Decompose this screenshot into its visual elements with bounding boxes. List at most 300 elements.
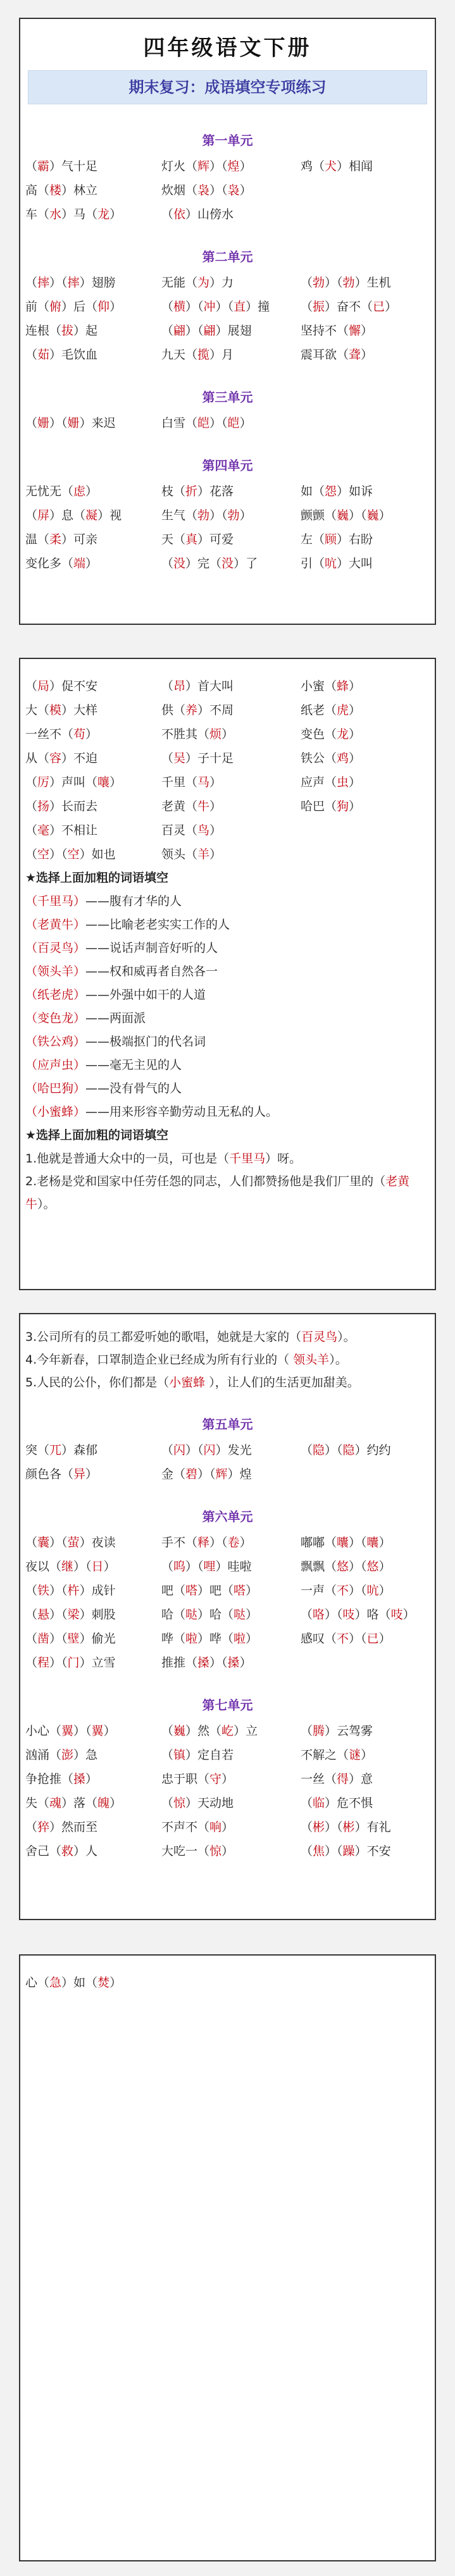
- answer-char: 依: [173, 207, 186, 221]
- idiom-line: [25, 1579, 430, 1603]
- answer-char: 仰: [97, 300, 110, 314]
- idiom-text: ）危不惧: [325, 1796, 373, 1810]
- idiom-item: [301, 503, 391, 527]
- answer-char: 猝: [37, 1820, 50, 1834]
- idiom-item: [161, 1791, 234, 1815]
- idiom-text: ）: [221, 1844, 234, 1858]
- idiom-item: [161, 343, 234, 367]
- answer-char: 腾: [313, 1724, 325, 1738]
- idiom-rows: [25, 411, 430, 435]
- definition-list: [25, 890, 430, 1124]
- answer-char: 模: [49, 703, 62, 717]
- answer-char: 碧: [185, 1467, 198, 1481]
- answer-char: 揽: [197, 348, 210, 362]
- idiom-text: （: [25, 508, 38, 522]
- answer-char: 吱: [390, 1608, 403, 1622]
- answer-char: 凝: [85, 508, 98, 522]
- idiom-line: [25, 178, 430, 202]
- answer-char: 呜: [173, 1560, 186, 1574]
- answer-char: 怨: [325, 484, 337, 498]
- idiom-text: 嘟嘟（: [301, 1536, 337, 1550]
- answer-char: 羊: [197, 847, 210, 861]
- idiom-text: ）可爱: [197, 533, 234, 546]
- idiom-text: 争抢推（: [25, 1772, 74, 1786]
- answer-char: 没: [173, 557, 186, 570]
- idiom-text: ）: [85, 557, 98, 570]
- idiom-text: 变色（: [301, 727, 337, 741]
- idiom-text: ）发光: [215, 1443, 252, 1457]
- idiom-line: [25, 1627, 430, 1651]
- idiom-line: [25, 1791, 430, 1815]
- answer-char: 茹: [37, 348, 50, 362]
- idiom-text: ）约约: [354, 1443, 391, 1457]
- idiom-text: ）: [349, 703, 361, 717]
- idiom-text: ）: [109, 300, 122, 314]
- idiom-text: 坚持不（: [301, 324, 349, 338]
- definition-text: ——外强中如干的人道: [85, 988, 206, 1002]
- idiom-text: ）: [378, 1584, 391, 1598]
- idiom-text: ）（: [209, 1536, 228, 1550]
- idiom-text: （: [161, 207, 174, 221]
- idiom-item: [301, 271, 391, 295]
- idiom-line: [25, 1438, 430, 1462]
- definition-word: （千里马）: [25, 894, 86, 908]
- idiom-text: （: [25, 1608, 38, 1622]
- definition-word: （纸老虎）: [25, 988, 86, 1002]
- answer-char: 袅: [197, 183, 210, 197]
- unit-heading-2: 第二单元: [202, 249, 253, 264]
- idiom-text: ）右盼: [337, 533, 373, 546]
- idiom-text: （: [161, 1443, 174, 1457]
- answer-char: 懈: [349, 324, 361, 338]
- answer-char: 吭: [366, 1584, 379, 1598]
- answer-char: 壁: [67, 1632, 80, 1646]
- answer-char: 翼: [91, 1724, 104, 1738]
- idiom-item: [25, 1767, 97, 1791]
- idiom-text: ）（: [349, 1560, 367, 1574]
- idiom-text: ）哗（: [197, 1632, 234, 1646]
- answer-char: 魂: [49, 1796, 62, 1810]
- idiom-line: [25, 1531, 430, 1555]
- idiom-line: [25, 746, 430, 770]
- idiom-text: ）: [221, 727, 234, 741]
- idiom-text: ）: [361, 348, 373, 362]
- idiom-item: [301, 295, 397, 319]
- answer-char: 鸟: [197, 823, 210, 837]
- answer-char: 澎: [61, 1748, 74, 1762]
- unit-heading-7: 第七单元: [202, 1698, 253, 1713]
- idiom-text: ）: [361, 324, 373, 338]
- idiom-item: [25, 722, 97, 746]
- idiom-item: [25, 1651, 116, 1675]
- idiom-text: ）生机: [354, 276, 391, 290]
- idiom-text: 生气（: [161, 508, 198, 522]
- idiom-text: ）夜读: [79, 1536, 116, 1550]
- idiom-item: [301, 674, 361, 698]
- idiom-text: 感叹（: [301, 1632, 337, 1646]
- idiom-text: ）: [378, 1536, 391, 1550]
- answer-char: 魄: [97, 1796, 110, 1810]
- idiom-text: 无能（: [161, 276, 198, 290]
- answer-char: 隐: [313, 1443, 325, 1457]
- idiom-item: [25, 1555, 116, 1579]
- definition-item: [25, 1077, 430, 1100]
- idiom-line: [25, 698, 430, 722]
- answer-char: 苟: [73, 727, 86, 741]
- idiom-item: [161, 1839, 234, 1863]
- idiom-text: 天（: [161, 533, 186, 546]
- answer-char: 摔: [67, 276, 80, 290]
- idiom-item: [25, 1839, 97, 1863]
- answer-char: 焚: [97, 1976, 110, 1990]
- idiom-text: ）: [402, 1608, 415, 1622]
- idiom-text: 应声（: [301, 775, 337, 789]
- idiom-line: [25, 479, 430, 503]
- answer-char: 为: [197, 276, 210, 290]
- idiom-text: ）后（: [61, 300, 98, 314]
- idiom-text: ）气十足: [49, 159, 98, 173]
- answer-char: 顾: [325, 533, 337, 546]
- idiom-text: ）相闻: [337, 159, 373, 173]
- idiom-item: [301, 698, 361, 722]
- answer-char: 杵: [67, 1584, 80, 1598]
- answer-char: 彬: [313, 1820, 325, 1834]
- definition-text: ——权和威再者自然各一: [85, 964, 218, 978]
- idiom-text: ）偷光: [79, 1632, 116, 1646]
- sentence-2: 2.老杨是党和国家中任劳任怨的同志，人们都赞扬他是我们厂里的（老黄牛）。: [25, 1174, 410, 1211]
- unit-block-1-4: [25, 126, 430, 576]
- idiom-text: ）落（: [61, 1796, 98, 1810]
- idiom-text: ）（: [349, 1584, 367, 1598]
- idiom-text: ）立雪: [79, 1656, 116, 1670]
- idiom-text: ）子十足: [185, 751, 234, 765]
- page-4: [19, 1954, 436, 2561]
- answer-char: 悠: [337, 1560, 349, 1574]
- idiom-text: 大（: [25, 703, 50, 717]
- idiom-text: ）: [378, 508, 391, 522]
- idiom-text: 老黄（: [161, 799, 198, 813]
- idiom-line: [25, 1651, 430, 1675]
- answer-char: 聋: [349, 348, 361, 362]
- idiom-text: ）（: [209, 183, 228, 197]
- idiom-item: [301, 746, 361, 770]
- definition-item: [25, 937, 430, 960]
- idiom-text: ）（: [49, 1608, 68, 1622]
- idiom-text: 小心（: [25, 1724, 62, 1738]
- idiom-text: ）（: [325, 276, 343, 290]
- idiom-text: ）成针: [79, 1584, 116, 1598]
- idiom-item: [161, 202, 234, 226]
- idiom-text: ）吧（: [197, 1584, 234, 1598]
- idiom-line: [25, 271, 430, 295]
- idiom-item: [301, 722, 361, 746]
- idiom-item: [25, 552, 97, 576]
- idiom-text: ）天动地: [185, 1796, 234, 1810]
- idiom-text: ）: [239, 159, 252, 173]
- answer-char: 啦: [234, 1632, 246, 1646]
- idiom-line: [25, 1603, 430, 1627]
- idiom-text: ）月: [209, 348, 234, 362]
- idiom-item: [301, 154, 373, 178]
- definition-word: （哈巴狗）: [25, 1082, 86, 1095]
- idiom-text: ）森郁: [61, 1443, 98, 1457]
- idiom-text: ）大叫: [337, 557, 373, 570]
- answer-char: 昂: [173, 679, 186, 693]
- definition-item: [25, 1054, 430, 1077]
- answer-char: 楼: [49, 183, 62, 197]
- idiom-text: ）林立: [61, 183, 98, 197]
- answer-char: 柔: [49, 533, 62, 546]
- idiom-text: ）: [246, 1608, 258, 1622]
- answer-char: 闪: [203, 1443, 216, 1457]
- idiom-item: [301, 1815, 391, 1839]
- idiom-line: [25, 343, 430, 367]
- idiom-line: [25, 1743, 430, 1767]
- answer-char: 勃: [197, 508, 210, 522]
- idiom-line: [25, 319, 430, 343]
- idiom-text: ）: [85, 727, 98, 741]
- definition-text: ——用来形容辛勤劳动且无私的人。: [85, 1105, 278, 1119]
- answer-char: 姗: [67, 416, 80, 430]
- idiom-item: [161, 1719, 258, 1743]
- idiom-text: （: [25, 1820, 38, 1834]
- idiom-text: （: [161, 1560, 174, 1574]
- idiom-text: 九天（: [161, 348, 198, 362]
- answer-char: 门: [67, 1656, 80, 1670]
- idiom-item: [25, 842, 116, 866]
- answer-char: 振: [313, 300, 325, 314]
- idiom-text: ）（: [185, 324, 204, 338]
- idiom-text: ）: [246, 1632, 258, 1646]
- idiom-text: 供（: [161, 703, 186, 717]
- idiom-item: [161, 178, 252, 202]
- idiom-item: [25, 1971, 122, 1995]
- idiom-text: （: [25, 1584, 38, 1598]
- idiom-item: [161, 527, 234, 552]
- idiom-text: ）（: [49, 416, 68, 430]
- definition-word: （小蜜蜂）: [25, 1105, 86, 1119]
- idiom-text: （: [301, 1796, 313, 1810]
- answer-char: 惊: [173, 1796, 186, 1810]
- idiom-text: 大吃一（: [161, 1844, 210, 1858]
- idiom-text: （: [161, 1796, 174, 1810]
- idiom-text: ）（: [325, 1443, 343, 1457]
- idiom-item: [301, 1438, 391, 1462]
- answer-char: 不: [337, 1632, 349, 1646]
- idiom-item: [161, 818, 221, 842]
- idiom-item: [301, 1719, 373, 1743]
- idiom-text: （: [161, 324, 174, 338]
- answer-char: 姗: [37, 416, 50, 430]
- page-subtitle: 期末复习：成语填空专项练习: [28, 70, 427, 104]
- answer-char: 咯: [313, 1608, 325, 1622]
- definition-word: （应声虫）: [25, 1058, 86, 1072]
- idiom-text: 炊烟（: [161, 183, 198, 197]
- idiom-text: ）急: [73, 1748, 98, 1762]
- idiom-text: 颤颤（: [301, 508, 337, 522]
- answer-char: 扬: [37, 799, 50, 813]
- idiom-item: [161, 1531, 252, 1555]
- answer-char: 嗒: [234, 1584, 246, 1598]
- definition-text: ——极端抠门的代名词: [85, 1035, 206, 1049]
- idiom-text: ）如诉: [337, 484, 373, 498]
- idiom-text: ）: [239, 508, 252, 522]
- answer-char: 焦: [313, 1844, 325, 1858]
- answer-char: 鸡: [337, 751, 349, 765]
- idiom-text: 一声（: [301, 1584, 337, 1598]
- answer-char: 狗: [337, 799, 349, 813]
- idiom-text: ）（: [325, 1820, 343, 1834]
- idiom-line: [25, 770, 430, 794]
- answer-char: 兀: [49, 1443, 62, 1457]
- answer-char: 临: [313, 1796, 325, 1810]
- answer-char: 隐: [342, 1443, 355, 1457]
- idiom-text: ）: [103, 1560, 116, 1574]
- idiom-line: [25, 1767, 430, 1791]
- idiom-text: （: [301, 1820, 313, 1834]
- idiom-block: [25, 1971, 430, 1995]
- idiom-line: [25, 674, 430, 698]
- idiom-line: [25, 1462, 430, 1486]
- answer-char: 释: [197, 1536, 210, 1550]
- answer-char: 躁: [342, 1844, 355, 1858]
- idiom-text: 不解之（: [301, 1748, 349, 1762]
- idiom-text: ）了: [234, 557, 258, 570]
- idiom-line: [25, 1971, 430, 1995]
- idiom-line: [25, 552, 430, 576]
- idiom-item: [25, 1438, 97, 1462]
- idiom-text: ）息（: [49, 508, 86, 522]
- idiom-text: ）: [361, 1748, 373, 1762]
- idiom-text: 推推（: [161, 1656, 198, 1670]
- definition-text: ——说话声制音好听的人: [85, 941, 218, 955]
- answer-char: 响: [209, 1820, 222, 1834]
- idiom-text: ）（: [325, 1608, 343, 1622]
- idiom-text: 车（: [25, 207, 50, 221]
- idiom-text: （: [301, 1443, 313, 1457]
- idiom-item: [161, 1438, 252, 1462]
- idiom-text: ）长而去: [49, 799, 98, 813]
- idiom-item: [161, 1651, 252, 1675]
- idiom-text: 失（: [25, 1796, 50, 1810]
- idiom-text: ）展翅: [215, 324, 252, 338]
- idiom-text: ）: [109, 1796, 122, 1810]
- idiom-item: [161, 770, 221, 794]
- idiom-text: ）来迟: [79, 416, 116, 430]
- answer-char: 煌: [227, 159, 240, 173]
- idiom-text: 左（: [301, 533, 325, 546]
- answer-char: 得: [337, 1772, 349, 1786]
- idiom-item: [25, 503, 122, 527]
- answer-char: 空: [67, 847, 80, 861]
- idiom-text: ）: [349, 775, 361, 789]
- definition-word: （百灵鸟）: [25, 941, 86, 955]
- idiom-text: ）大样: [61, 703, 98, 717]
- answer-char: 摔: [37, 276, 50, 290]
- idiom-text: （: [25, 416, 38, 430]
- idiom-text: ）（: [185, 1560, 204, 1574]
- idiom-text: （: [25, 1536, 38, 1550]
- idiom-item: [25, 178, 97, 202]
- idiom-text: ）: [239, 1656, 252, 1670]
- idiom-text: （: [301, 1608, 313, 1622]
- idiom-item: [161, 794, 221, 818]
- answer-char: 端: [73, 557, 86, 570]
- answer-char: 悬: [37, 1608, 50, 1622]
- idiom-text: 引（: [301, 557, 325, 570]
- answer-char: 龙: [97, 207, 110, 221]
- page-2: [19, 658, 436, 1290]
- idiom-text: ）有礼: [354, 1820, 391, 1834]
- sentence-5: 5.人民的公仆，你们都是（小蜜蜂 ），让人们的生活更加甜美。: [25, 1376, 359, 1390]
- answer-char: 横: [173, 300, 186, 314]
- idiom-text: 如（: [301, 484, 325, 498]
- answer-char: 水: [49, 207, 62, 221]
- idiom-text: ）（: [49, 1536, 68, 1550]
- sentence-1: 1.他就是普通大众中的一员，可也是（千里马）呀。: [25, 1152, 302, 1166]
- idiom-item: [25, 411, 116, 435]
- idiom-rows: [25, 1438, 430, 1486]
- answer-char: 马: [197, 775, 210, 789]
- answer-char: 毫: [37, 823, 50, 837]
- idiom-text: 震耳欲（: [301, 348, 349, 362]
- idiom-text: （: [301, 1724, 313, 1738]
- answer-char: 搡: [73, 1772, 86, 1786]
- idiom-text: 一丝（: [301, 1772, 337, 1786]
- answer-char: 继: [61, 1560, 74, 1574]
- idiom-line: [25, 154, 430, 178]
- idiom-text: ）花落: [197, 484, 234, 498]
- idiom-item: [161, 154, 252, 178]
- answer-char: 不: [337, 1584, 349, 1598]
- answer-char: 虫: [337, 775, 349, 789]
- idiom-item: [161, 319, 252, 343]
- page-1: [19, 18, 436, 625]
- idiom-text: 突（: [25, 1443, 50, 1457]
- answer-char: 日: [91, 1560, 104, 1574]
- idiom-text: ）: [385, 300, 397, 314]
- idiom-text: ）（: [215, 300, 234, 314]
- idiom-text: ）可亲: [61, 533, 98, 546]
- idiom-text: ）: [109, 775, 122, 789]
- idiom-item: [25, 1579, 116, 1603]
- idiom-text: （: [25, 799, 38, 813]
- answer-char: 搡: [197, 1656, 210, 1670]
- answer-char: 梁: [67, 1608, 80, 1622]
- idiom-text: ）不迫: [61, 751, 98, 765]
- answer-char: 异: [73, 1467, 86, 1481]
- idiom-text: ）翅膀: [79, 276, 116, 290]
- idiom-text: ）（: [349, 1536, 367, 1550]
- answer-char: 悠: [366, 1560, 379, 1574]
- idiom-item: [25, 698, 97, 722]
- idiom-text: （: [301, 1844, 313, 1858]
- idiom-text: 从（: [25, 751, 50, 765]
- idiom-item: [161, 1579, 258, 1603]
- answer-char: 吴: [173, 751, 186, 765]
- answer-char: 皑: [227, 416, 240, 430]
- idiom-text: 变化多（: [25, 557, 74, 570]
- idiom-text: ）: [85, 1467, 98, 1481]
- idiom-item: [25, 527, 97, 552]
- idiom-text: ）定自若: [185, 1748, 234, 1762]
- answer-char: 皑: [197, 416, 210, 430]
- idiom-rows: [25, 479, 430, 576]
- idiom-text: 领头（: [161, 847, 198, 861]
- idiom-item: [25, 1627, 116, 1651]
- answer-char: 彬: [342, 1820, 355, 1834]
- idiom-item: [25, 746, 97, 770]
